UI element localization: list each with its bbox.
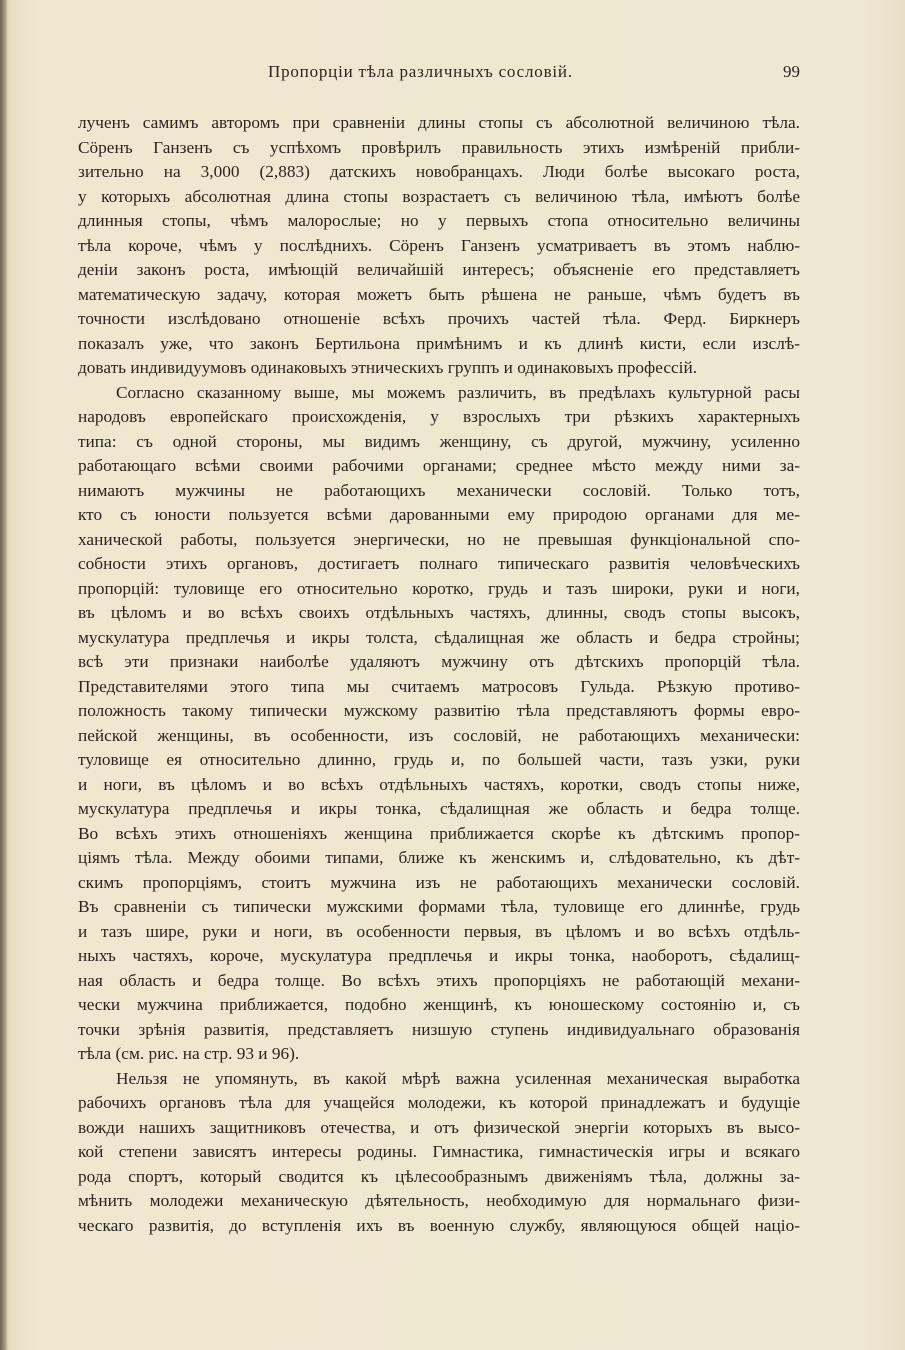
text-line: нимаютъ мужчины не работающихъ механически сословій. Только тотъ,	[78, 480, 800, 500]
text-line: Согласно сказанному выше, мы можемъ различить, въ предѣлахъ культурной расы	[116, 382, 800, 402]
text-line: ханической работы, пользуется энергически, но не превышая функціональной спо-	[78, 529, 800, 549]
text-line: точности изслѣдовано отношеніе всѣхъ прочихъ частей тѣла. Ферд. Биркнеръ	[78, 309, 800, 328]
text-line: мускулатура предплечья и икры толста, сѣдалищная же область и бедра стройны;	[78, 627, 800, 647]
text-line: и тазъ шире, руки и ноги, въ особенности первыя, въ цѣломъ и во всѣхъ отдѣль-	[78, 921, 800, 941]
paragraph	[78, 1067, 800, 1239]
text-line: кто съ юности пользуется всѣми дарованными ему природою органами для ме-	[78, 505, 800, 524]
text-line: пейской женщины, въ особенности, изъ сословій, не работающихъ механически:	[78, 725, 800, 745]
text-line: показалъ уже, что законъ Бертильона примѣнимъ и къ длинѣ кисти, если изслѣ-	[78, 333, 800, 353]
text-line: пропорцій: туловище его относительно коротко, грудь и тазъ широки, руки и ноги,	[78, 578, 800, 598]
text-line: математическую задачу, которая можетъ быть рѣшена не раньше, чѣмъ будетъ въ	[78, 284, 800, 304]
text-line: рабочихъ органовъ тѣла для учащейся молодежи, къ которой принадлежатъ и будущіе	[78, 1093, 800, 1112]
text-line: ціямъ тѣла. Между обоими типами, ближе къ женскимъ и, слѣдовательно, къ дѣт-	[78, 848, 800, 867]
text-line: у которыхъ абсолютная длина стопы возрастаетъ съ величиною тѣла, имѣютъ болѣе	[78, 186, 800, 206]
text-line: всѣ эти признаки наиболѣе удаляютъ мужчину отъ дѣтскихъ пропорцій тѣла.	[78, 652, 800, 671]
text-line: Представителями этого типа мы считаемъ матросовъ Гульда. Рѣзкую противо-	[78, 676, 800, 696]
text-line: тѣла короче, чѣмъ у послѣднихъ. Сöренъ Ганзенъ усматриваетъ въ этомъ наблю-	[78, 235, 800, 255]
text-line: скимъ пропорціямъ, стоитъ мужчина изъ не работающихъ механически сословій.	[78, 872, 800, 892]
page-number: 99	[783, 62, 800, 81]
running-title: Пропорціи тѣла различныхъ сословій.	[268, 62, 573, 81]
text-line: зительно на 3,000 (2,883) датскихъ новобранцахъ. Люди болѣе высокаго роста,	[78, 162, 800, 181]
text-line: народовъ европейскаго происхожденія, у взрослыхъ три рѣзкихъ характерныхъ	[78, 407, 800, 426]
text-line: тѣла (см. рис. на стр. 93 и 96).	[78, 1044, 300, 1063]
text-line: и ноги, въ цѣломъ и во всѣхъ отдѣльныхъ частяхъ, коротки, сводъ стопы ниже,	[78, 774, 800, 794]
text-line: длинныя стопы, чѣмъ малорослые; но у первыхъ стопа относительно величины	[78, 211, 800, 230]
text-line: собности этихъ органовъ, достигаетъ полнаго типическаго развитія человѣческихъ	[78, 554, 800, 573]
page-header	[78, 62, 800, 88]
text-line: Во всѣхъ этихъ отношеніяхъ женщина приближается скорѣе къ дѣтскимъ пропор-	[78, 823, 800, 843]
text-line: мѣнить молодежи механическую дѣятельность, необходимую для нормальнаго физи-	[78, 1191, 800, 1210]
text-line: чески мужчина приближается, подобно женщинѣ, къ юношескому состоянію и, съ	[78, 995, 800, 1014]
text-line: туловище ея относительно длинно, грудь и, по большей части, тазъ узки, руки	[78, 750, 800, 769]
text-line: рода спортъ, который сводится къ цѣлесообразнымъ движеніямъ тѣла, должны за-	[78, 1166, 800, 1186]
text-line: Нельзя не упомянуть, въ какой мѣрѣ важна усиленная механическая выработка	[116, 1068, 800, 1088]
text-line: ческаго развитія, до вступленія ихъ въ военную службу, являющуюся общей націо-	[78, 1215, 800, 1235]
text-line: вожди нашихъ защитниковъ отечества, и отъ физической энергіи которыхъ въ высо-	[78, 1117, 800, 1137]
text-line: Сöренъ Ганзенъ съ успѣхомъ провѣрилъ правильность этихъ измѣреній прибли-	[78, 137, 800, 157]
text-line: Въ сравненіи съ типически мужскими формами тѣла, туловище его длиннѣе, грудь	[78, 897, 800, 916]
text-line: точки зрѣнія развитія, представляетъ низшую ступень индивидуальнаго образованія	[78, 1019, 800, 1039]
page-binding-shadow	[0, 0, 8, 1350]
paragraph	[78, 381, 800, 1067]
text-line: деніи законъ роста, имѣющій величайшій интересъ; объясненіе его представляетъ	[78, 260, 800, 279]
text-line: кой степени зависятъ интересы родины. Гимнастика, гимнастическія игры и всякаго	[78, 1142, 800, 1161]
text-line: лученъ самимъ авторомъ при сравненіи длины стопы съ абсолютной величиною тѣла.	[78, 113, 800, 132]
body-text	[78, 111, 800, 1238]
text-line: ныхъ частяхъ, короче, мускулатура предплечья и икры тонка, наоборотъ, сѣдалищ-	[78, 946, 800, 965]
text-line: ная область и бедра толще. Во всѣхъ этихъ пропорціяхъ не работающій механи-	[78, 970, 800, 990]
text-line: работающаго всѣми своими рабочими органами; среднее мѣсто между ними за-	[78, 456, 800, 475]
text-line: типа: съ одной стороны, мы видимъ женщину, съ другой, мужчину, усиленно	[78, 431, 800, 451]
text-line: довать индивидуумовъ одинаковыхъ этническихъ группъ и одинаковыхъ профессій.	[78, 358, 698, 377]
paragraph	[78, 111, 800, 381]
text-line: въ цѣломъ и во всѣхъ своихъ отдѣльныхъ частяхъ, длинны, сводъ стопы высокъ,	[78, 603, 800, 622]
text-line: положность такому типически мужскому развитію тѣла представляютъ формы евро-	[78, 701, 800, 720]
text-line: мускулатура предплечья и икры тонка, сѣдалищная же область и бедра толще.	[78, 799, 800, 818]
